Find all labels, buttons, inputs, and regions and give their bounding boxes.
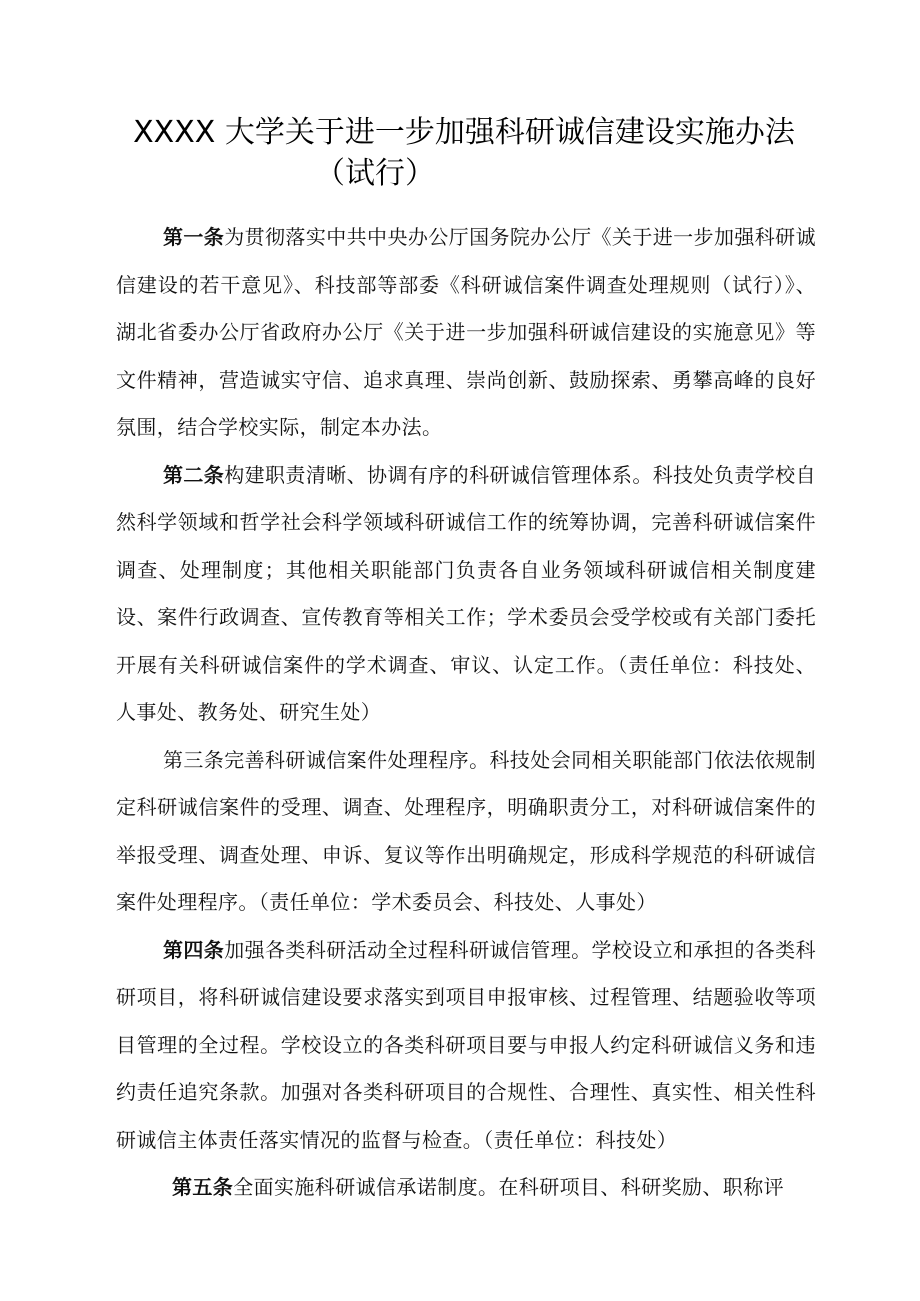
article-lead: 第三条 — [163, 747, 225, 772]
article-4 — [116, 927, 816, 1165]
article-text: 完善科研诚信案件处理程序。科技处会同相关职能部门依法依规制定科研诚信案件的受理、调查、处理程序，明确职责分工，对科研诚信案件的举报受理、调查处理、申诉、复议等作出明确规定，形成科学规范的科研诚信案件处理程序。（责任单位：学术委员会、科技处、人事处） — [116, 747, 816, 914]
article-text: 全面实施科研诚信承诺制度。在科研项目、科研奖励、职称评 — [233, 1175, 785, 1199]
article-lead: 第四条 — [163, 937, 225, 962]
document-body — [116, 214, 816, 1212]
article-lead: 第五条 — [172, 1175, 234, 1199]
article-3 — [116, 737, 816, 927]
document-title: XXXX 大学关于进一步加强科研诚信建设实施办法 — [133, 115, 795, 150]
document-subtitle: （试行） — [315, 156, 435, 191]
article-5 — [116, 1164, 816, 1212]
article-text: 加强各类科研活动全过程科研诚信管理。学校设立和承担的各类科研项目，将科研诚信建设要求落实到项目申报审核、过程管理、结题验收等项目管理的全过程。学校设立的各类科研项目要与申报人约定科研诚信义务和违约责任追究条款。加强对各类科研项目的合规性、合理性、真实性、相关性科研诚信主体责任落实情况的监督与检查。（责任单位：科技处） — [116, 937, 816, 1152]
article-lead: 第一条 — [163, 225, 225, 249]
article-text: 构建职责清晰、协调有序的科研诚信管理体系。科技处负责学校自然科学领域和哲学社会科学领域科研诚信工作的统筹协调，完善科研诚信案件调查、处理制度；其他相关职能部门负责各自业务领域科研诚信相关制度建设、案件行政调查、宣传教育等相关工作；学术委员会受学校或有关部门委托开展有关科研诚信案件的学术调查、审议、认定工作。（责任单位：科技处、人事处、教务处、研究生处） — [116, 462, 816, 724]
article-2 — [116, 452, 816, 737]
article-lead: 第二条 — [163, 462, 225, 487]
article-text: 为贯彻落实中共中央办公厅国务院办公厅《关于进一步加强科研诚信建设的若干意见》、科技部等部委《科研诚信案件调查处理规则（试行）》、湖北省委办公厅省政府办公厅《关于进一步加强科研诚信建设的实施意见》等文件精神，营造诚实守信、追求真理、崇尚创新、鼓励探索、勇攀高峰的良好氛围，结合学校实际，制定本办法。 — [116, 225, 816, 439]
article-1 — [116, 214, 816, 452]
